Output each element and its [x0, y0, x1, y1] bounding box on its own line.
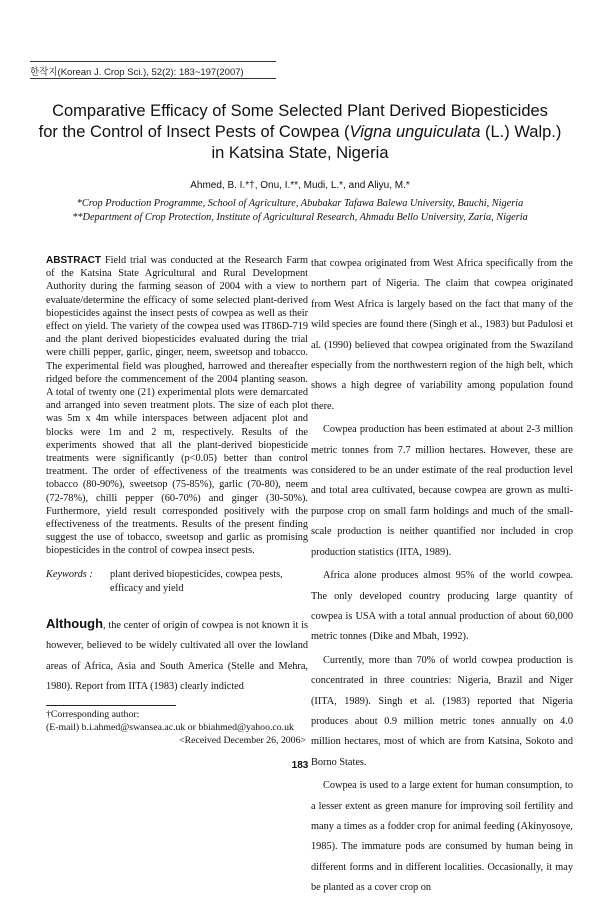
received-date: <Received December 26, 2006>	[179, 735, 306, 746]
body-paragraph: Currently, more than 70% of world cowpea production is concentrated in three countries: Nigeria, Brazil and Niger (IITA, 1989). Singh et al. (1983) reported that Nigeria produces about 0.9 million metric tones annually on 4.0 million hectares, most of which are from Katsina, Sokoto and Borno States.	[311, 654, 573, 768]
keywords-label: Keywords :	[46, 568, 93, 580]
title-line-1: Comparative Efficacy of Some Selected Plant Derived Biopesticides	[52, 102, 548, 120]
abstract	[46, 254, 308, 558]
intro-lead-word: Although	[46, 615, 104, 631]
right-column	[311, 254, 573, 902]
keywords-text: plant derived biopesticides, cowpea pests, efficacy and yield	[110, 568, 283, 594]
body-paragraph: Cowpea production has been estimated at about 2-3 million metric tonnes from 7.7 million hectares. However, these are considered to be an under estimate of the real production level and total area cultivated, because cowpea are grown as multi-purpose crop on small farm holdings and much of the small-scale production is neither quantified nor included in crop production statistics (IITA, 1989).	[311, 424, 573, 558]
affiliation-1: *Crop Production Programme, School of Agriculture, Abubakar Tafawa Balewa University, Bauchi, Nigeria	[76, 198, 524, 209]
abstract-label: ABSTRACT	[46, 255, 101, 266]
title-line-3: in Katsina State, Nigeria	[211, 144, 389, 162]
header-rule	[30, 61, 276, 62]
journal-header: 한작지(Korean J. Crop Sci.), 52(2): 183~197(2007)	[30, 67, 244, 78]
footnote-rule	[46, 705, 176, 706]
footnote-label: †Corresponding author:	[46, 709, 140, 720]
introduction	[46, 614, 308, 698]
page-number: 183	[291, 760, 309, 771]
title-line-2-pre: for the Control of Insect Pests of Cowpea (	[38, 123, 350, 141]
affiliations	[30, 197, 570, 225]
footnote-email: (E-mail) b.i.ahmed@swansea.ac.uk or bbiahmed@yahoo.co.uk	[46, 722, 294, 733]
body-paragraph: Africa alone produces almost 95% of the world cowpea. The only developed country producing large quantity of cowpea is USA with a total annual production of about 60,000 metric tonnes (Dike and Mbah, 1992).	[311, 570, 573, 643]
footnote	[46, 708, 306, 747]
keywords	[46, 568, 308, 596]
left-column	[46, 254, 308, 698]
abstract-text: Field trial was conducted at the Research Farm of the Katsina State Agricultural and Rural Development Authority during the farming season of 2004 with a view to evaluate/determine the efficacy of some selected plant-derived biopesticides against the insect pests of cowpea as well as their effect on yield. The variety of the cowpea used was IT86D-719 and the plant derived biopesticides evaluated during the trial were chilli pepper, garlic, ginger, neem, sweetsop and tobacco. The experimental field was ploughed, harrowed and thereafter ridged before the commencement of the 2004 planting season. A total of twenty one (21) experimental plots were demarcated and arranged into seven treatment plots. The size of each plot was 5m x 4m while interspaces between adjacent plot and blocks were 1m and 2 m, respectively. Results of the experiments showed that all the plant-derived biopesticide treatments were significantly (p<0.05) better than control treatment. The order of effectiveness of the treatments was tobacco (80-90%), sweetsop (75-85%), garlic (70-80), neem (72-78%), chilli pepper (60-70%) and ginger (30-50%). Furthermore, yield result corresponded positively with the effectiveness of the treatments. Results of the present finding suggest the use of tobacco, sweetsop and garlic as promising biopesticides in the control of cowpea insect pests.	[46, 255, 309, 557]
species-name: Vigna unguiculata	[349, 123, 481, 141]
header-rule	[30, 78, 276, 79]
title-line-2-post: (L.) Walp.)	[480, 123, 562, 141]
title-line-2	[30, 122, 570, 143]
intro-text: , the center of origin of cowpea is not known it is however, believed to be widely cultivated all over the lowland areas of Africa, Asia and South America (Stelle and Mehra, 1980). Report from IITA (1983) clearly indicted	[46, 619, 308, 693]
authors: Ahmed, B. I.*†, Onu, I.**, Mudi, L.*, and Aliyu, M.*	[190, 180, 410, 191]
paper-title	[30, 101, 570, 164]
body-paragraph: that cowpea originated from West Africa specifically from the northern part of Nigeria. The claim that cowpea originated from West Africa is largely based on the fact that many of the wild species are found there (Singh et al., 1983) but Padulosi et al. (1990) believed that cowpea originated from the Swaziland especially from the northwestern region of the high belt, which shows a high degree of variability among population found there.	[311, 258, 573, 412]
body-paragraph: Cowpea is used to a large extent for human consumption, to a lesser extent as green manure for improving soil fertility and many a times as a fodder crop for animal feeding (Akinyosoye, 1985). The immature pods are consumed by human being in different forms and in different localities. Occasionally, it may be planted as a cover crop on	[311, 780, 573, 894]
affiliation-2: **Department of Crop Protection, Institute of Agricultural Research, Ahmadu Bello University, Zaria, Nigeria	[72, 212, 528, 223]
